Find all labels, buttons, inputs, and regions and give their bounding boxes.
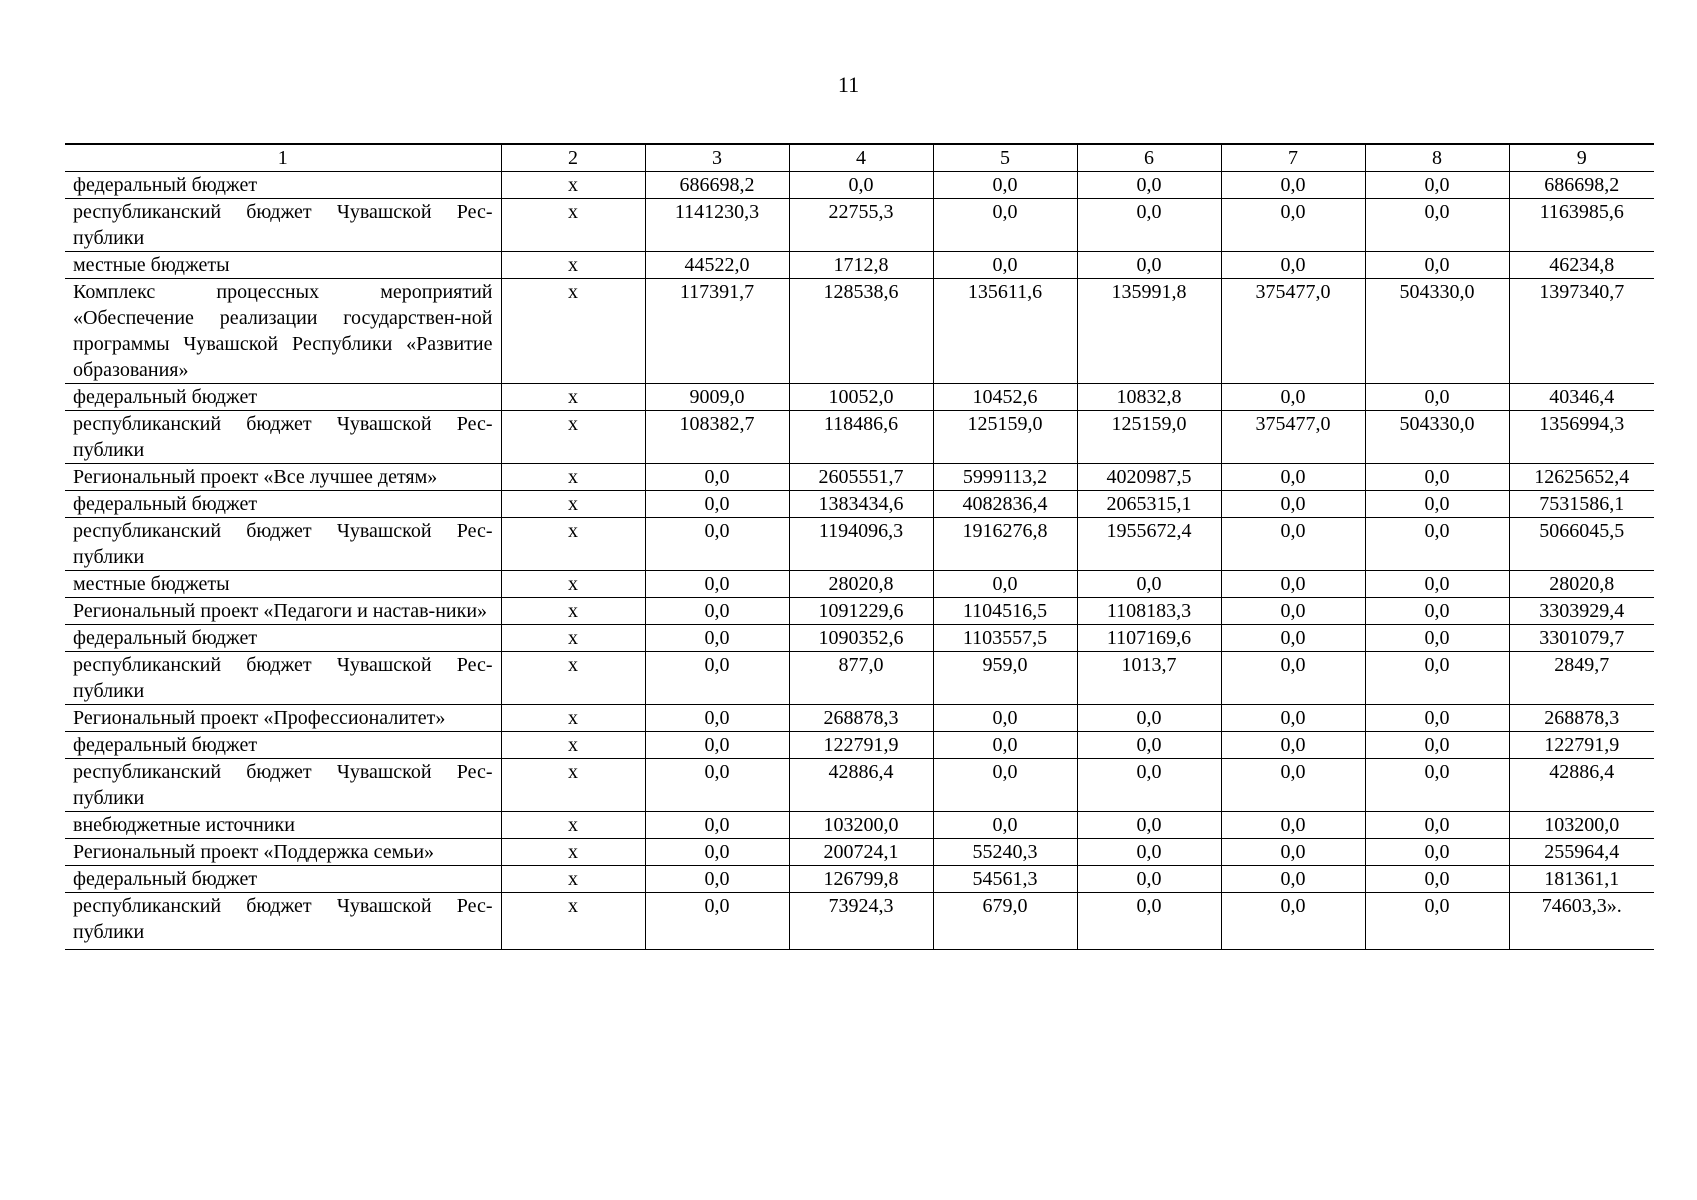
table-row [65, 411, 1654, 464]
column-header: 4 [789, 144, 933, 172]
value-cell: 0,0 [645, 625, 789, 652]
value-cell: 3301079,7 [1509, 625, 1654, 652]
value-cell: 0,0 [933, 812, 1077, 839]
value-cell: 5066045,5 [1509, 518, 1654, 571]
value-cell: 0,0 [1365, 252, 1509, 279]
value-cell: 0,0 [1077, 759, 1221, 812]
value-cell: 0,0 [645, 705, 789, 732]
value-cell: 22755,3 [789, 199, 933, 252]
value-cell: 2605551,7 [789, 464, 933, 491]
table-row [65, 893, 1654, 950]
value-cell: 181361,1 [1509, 866, 1654, 893]
value-cell: 1104516,5 [933, 598, 1077, 625]
value-cell: 74603,3». [1509, 893, 1654, 950]
row-label: местные бюджеты [65, 571, 501, 598]
value-cell: 0,0 [1077, 893, 1221, 950]
value-cell: 0,0 [1221, 759, 1365, 812]
value-cell: 0,0 [645, 812, 789, 839]
value-cell: 126799,8 [789, 866, 933, 893]
value-cell: 0,0 [1221, 598, 1365, 625]
row-code-cell: x [501, 625, 645, 652]
value-cell: 0,0 [1365, 598, 1509, 625]
table-row [65, 866, 1654, 893]
row-code-cell: x [501, 732, 645, 759]
value-cell: 200724,1 [789, 839, 933, 866]
value-cell: 0,0 [1221, 652, 1365, 705]
value-cell: 42886,4 [789, 759, 933, 812]
row-code-cell: x [501, 571, 645, 598]
value-cell: 0,0 [1077, 705, 1221, 732]
value-cell: 135611,6 [933, 279, 1077, 384]
value-cell: 0,0 [1221, 464, 1365, 491]
value-cell: 679,0 [933, 893, 1077, 950]
row-label: Региональный проект «Профессионалитет» [65, 705, 501, 732]
value-cell: 73924,3 [789, 893, 933, 950]
table-row [65, 199, 1654, 252]
column-header: 8 [1365, 144, 1509, 172]
table-row [65, 625, 1654, 652]
value-cell: 0,0 [1077, 839, 1221, 866]
value-cell: 28020,8 [789, 571, 933, 598]
value-cell: 959,0 [933, 652, 1077, 705]
row-label: внебюджетные источники [65, 812, 501, 839]
value-cell: 0,0 [1077, 172, 1221, 199]
value-cell: 1356994,3 [1509, 411, 1654, 464]
table-row [65, 705, 1654, 732]
value-cell: 7531586,1 [1509, 491, 1654, 518]
value-cell: 1397340,7 [1509, 279, 1654, 384]
value-cell: 0,0 [1077, 571, 1221, 598]
column-header: 1 [65, 144, 501, 172]
value-cell: 375477,0 [1221, 279, 1365, 384]
value-cell: 10832,8 [1077, 384, 1221, 411]
row-code-cell: x [501, 866, 645, 893]
table-row [65, 518, 1654, 571]
value-cell: 0,0 [1077, 252, 1221, 279]
value-cell: 0,0 [1221, 893, 1365, 950]
value-cell: 0,0 [1221, 518, 1365, 571]
value-cell: 1107169,6 [1077, 625, 1221, 652]
value-cell: 54561,3 [933, 866, 1077, 893]
value-cell: 103200,0 [1509, 812, 1654, 839]
value-cell: 0,0 [1221, 172, 1365, 199]
column-header: 7 [1221, 144, 1365, 172]
value-cell: 0,0 [1221, 705, 1365, 732]
value-cell: 686698,2 [1509, 172, 1654, 199]
row-code-cell: x [501, 279, 645, 384]
value-cell: 0,0 [1221, 252, 1365, 279]
row-code-cell: x [501, 705, 645, 732]
value-cell: 877,0 [789, 652, 933, 705]
table-row [65, 839, 1654, 866]
row-code-cell: x [501, 384, 645, 411]
row-label: федеральный бюджет [65, 491, 501, 518]
value-cell: 125159,0 [1077, 411, 1221, 464]
value-cell: 0,0 [1365, 491, 1509, 518]
row-label: республиканский бюджет Чувашской Рес-публики [65, 759, 501, 812]
row-label: республиканский бюджет Чувашской Рес-публики [65, 518, 501, 571]
value-cell: 0,0 [645, 759, 789, 812]
value-cell: 0,0 [645, 732, 789, 759]
value-cell: 10052,0 [789, 384, 933, 411]
row-label: республиканский бюджет Чувашской Рес-публики [65, 893, 501, 950]
value-cell: 3303929,4 [1509, 598, 1654, 625]
value-cell: 0,0 [1077, 199, 1221, 252]
table-body [65, 172, 1654, 950]
row-code-cell: x [501, 759, 645, 812]
value-cell: 0,0 [1221, 732, 1365, 759]
value-cell: 686698,2 [645, 172, 789, 199]
value-cell: 5999113,2 [933, 464, 1077, 491]
value-cell: 103200,0 [789, 812, 933, 839]
value-cell: 9009,0 [645, 384, 789, 411]
row-label: федеральный бюджет [65, 172, 501, 199]
row-code-cell: x [501, 598, 645, 625]
value-cell: 125159,0 [933, 411, 1077, 464]
value-cell: 0,0 [1221, 625, 1365, 652]
value-cell: 0,0 [645, 893, 789, 950]
row-code-cell: x [501, 839, 645, 866]
value-cell: 10452,6 [933, 384, 1077, 411]
value-cell: 0,0 [933, 732, 1077, 759]
value-cell: 0,0 [933, 571, 1077, 598]
value-cell: 375477,0 [1221, 411, 1365, 464]
value-cell: 1383434,6 [789, 491, 933, 518]
value-cell: 0,0 [789, 172, 933, 199]
value-cell: 0,0 [1365, 571, 1509, 598]
value-cell: 0,0 [645, 866, 789, 893]
value-cell: 0,0 [1365, 518, 1509, 571]
value-cell: 0,0 [1365, 839, 1509, 866]
value-cell: 504330,0 [1365, 279, 1509, 384]
value-cell: 44522,0 [645, 252, 789, 279]
row-label: федеральный бюджет [65, 625, 501, 652]
column-header: 3 [645, 144, 789, 172]
row-label: местные бюджеты [65, 252, 501, 279]
row-label: республиканский бюджет Чувашской Рес-публики [65, 652, 501, 705]
value-cell: 46234,8 [1509, 252, 1654, 279]
page-number: 11 [837, 72, 860, 97]
value-cell: 0,0 [1365, 732, 1509, 759]
table-row [65, 491, 1654, 518]
value-cell: 504330,0 [1365, 411, 1509, 464]
value-cell: 42886,4 [1509, 759, 1654, 812]
row-label: республиканский бюджет Чувашской Рес-публики [65, 199, 501, 252]
table-row [65, 252, 1654, 279]
value-cell: 1108183,3 [1077, 598, 1221, 625]
value-cell: 0,0 [1077, 812, 1221, 839]
value-cell: 0,0 [1221, 199, 1365, 252]
row-code-cell: x [501, 252, 645, 279]
value-cell: 1916276,8 [933, 518, 1077, 571]
row-code-cell: x [501, 411, 645, 464]
value-cell: 0,0 [1221, 866, 1365, 893]
row-label: федеральный бюджет [65, 866, 501, 893]
value-cell: 1955672,4 [1077, 518, 1221, 571]
value-cell: 12625652,4 [1509, 464, 1654, 491]
value-cell: 268878,3 [789, 705, 933, 732]
value-cell: 2849,7 [1509, 652, 1654, 705]
row-code-cell: x [501, 893, 645, 950]
row-code-cell: x [501, 491, 645, 518]
column-header: 5 [933, 144, 1077, 172]
value-cell: 0,0 [933, 172, 1077, 199]
value-cell: 117391,7 [645, 279, 789, 384]
budget-table [65, 143, 1654, 950]
row-label: Региональный проект «Поддержка семьи» [65, 839, 501, 866]
value-cell: 0,0 [1221, 384, 1365, 411]
row-code-cell: x [501, 464, 645, 491]
table-row [65, 598, 1654, 625]
value-cell: 0,0 [645, 598, 789, 625]
row-code-cell: x [501, 172, 645, 199]
row-label: республиканский бюджет Чувашской Рес-публики [65, 411, 501, 464]
value-cell: 40346,4 [1509, 384, 1654, 411]
value-cell: 0,0 [645, 518, 789, 571]
value-cell: 1103557,5 [933, 625, 1077, 652]
value-cell: 1712,8 [789, 252, 933, 279]
value-cell: 128538,6 [789, 279, 933, 384]
column-number-header [65, 144, 1654, 172]
value-cell: 0,0 [645, 464, 789, 491]
value-cell: 0,0 [1365, 705, 1509, 732]
value-cell: 1194096,3 [789, 518, 933, 571]
value-cell: 118486,6 [789, 411, 933, 464]
value-cell: 1163985,6 [1509, 199, 1654, 252]
row-code-cell: x [501, 812, 645, 839]
value-cell: 55240,3 [933, 839, 1077, 866]
row-label: федеральный бюджет [65, 732, 501, 759]
column-header: 2 [501, 144, 645, 172]
row-code-cell: x [501, 199, 645, 252]
value-cell: 1141230,3 [645, 199, 789, 252]
value-cell: 2065315,1 [1077, 491, 1221, 518]
table-row [65, 732, 1654, 759]
column-header: 6 [1077, 144, 1221, 172]
table-row [65, 571, 1654, 598]
value-cell: 0,0 [1221, 839, 1365, 866]
value-cell: 0,0 [933, 759, 1077, 812]
value-cell: 0,0 [933, 252, 1077, 279]
value-cell: 0,0 [1365, 464, 1509, 491]
value-cell: 0,0 [1365, 812, 1509, 839]
value-cell: 0,0 [1077, 866, 1221, 893]
value-cell: 0,0 [1365, 893, 1509, 950]
value-cell: 1090352,6 [789, 625, 933, 652]
value-cell: 4020987,5 [1077, 464, 1221, 491]
value-cell: 0,0 [1365, 625, 1509, 652]
value-cell: 122791,9 [1509, 732, 1654, 759]
value-cell: 0,0 [1221, 571, 1365, 598]
row-code-cell: x [501, 652, 645, 705]
table-row [65, 464, 1654, 491]
value-cell: 135991,8 [1077, 279, 1221, 384]
table-row [65, 172, 1654, 199]
table-row [65, 384, 1654, 411]
value-cell: 122791,9 [789, 732, 933, 759]
table-row [65, 279, 1654, 384]
value-cell: 0,0 [1365, 172, 1509, 199]
row-label: Региональный проект «Педагоги и настав-ники» [65, 598, 501, 625]
row-label: федеральный бюджет [65, 384, 501, 411]
value-cell: 0,0 [645, 491, 789, 518]
row-label: Региональный проект «Все лучшее детям» [65, 464, 501, 491]
value-cell: 0,0 [1365, 866, 1509, 893]
value-cell: 0,0 [645, 652, 789, 705]
value-cell: 0,0 [1221, 812, 1365, 839]
row-code-cell: x [501, 518, 645, 571]
value-cell: 0,0 [933, 705, 1077, 732]
value-cell: 255964,4 [1509, 839, 1654, 866]
value-cell: 0,0 [1365, 199, 1509, 252]
value-cell: 0,0 [645, 571, 789, 598]
table-row [65, 759, 1654, 812]
row-label: Комплекс процессных мероприятий «Обеспечение реализации государствен-ной программы Чувашской Республики «Развитие образования» [65, 279, 501, 384]
value-cell: 0,0 [645, 839, 789, 866]
value-cell: 1013,7 [1077, 652, 1221, 705]
value-cell: 0,0 [1365, 759, 1509, 812]
value-cell: 1091229,6 [789, 598, 933, 625]
table-row [65, 812, 1654, 839]
value-cell: 28020,8 [1509, 571, 1654, 598]
value-cell: 108382,7 [645, 411, 789, 464]
value-cell: 0,0 [1221, 491, 1365, 518]
value-cell: 0,0 [1365, 384, 1509, 411]
column-header: 9 [1509, 144, 1654, 172]
table-row [65, 652, 1654, 705]
value-cell: 4082836,4 [933, 491, 1077, 518]
value-cell: 0,0 [933, 199, 1077, 252]
value-cell: 268878,3 [1509, 705, 1654, 732]
value-cell: 0,0 [1077, 732, 1221, 759]
value-cell: 0,0 [1365, 652, 1509, 705]
